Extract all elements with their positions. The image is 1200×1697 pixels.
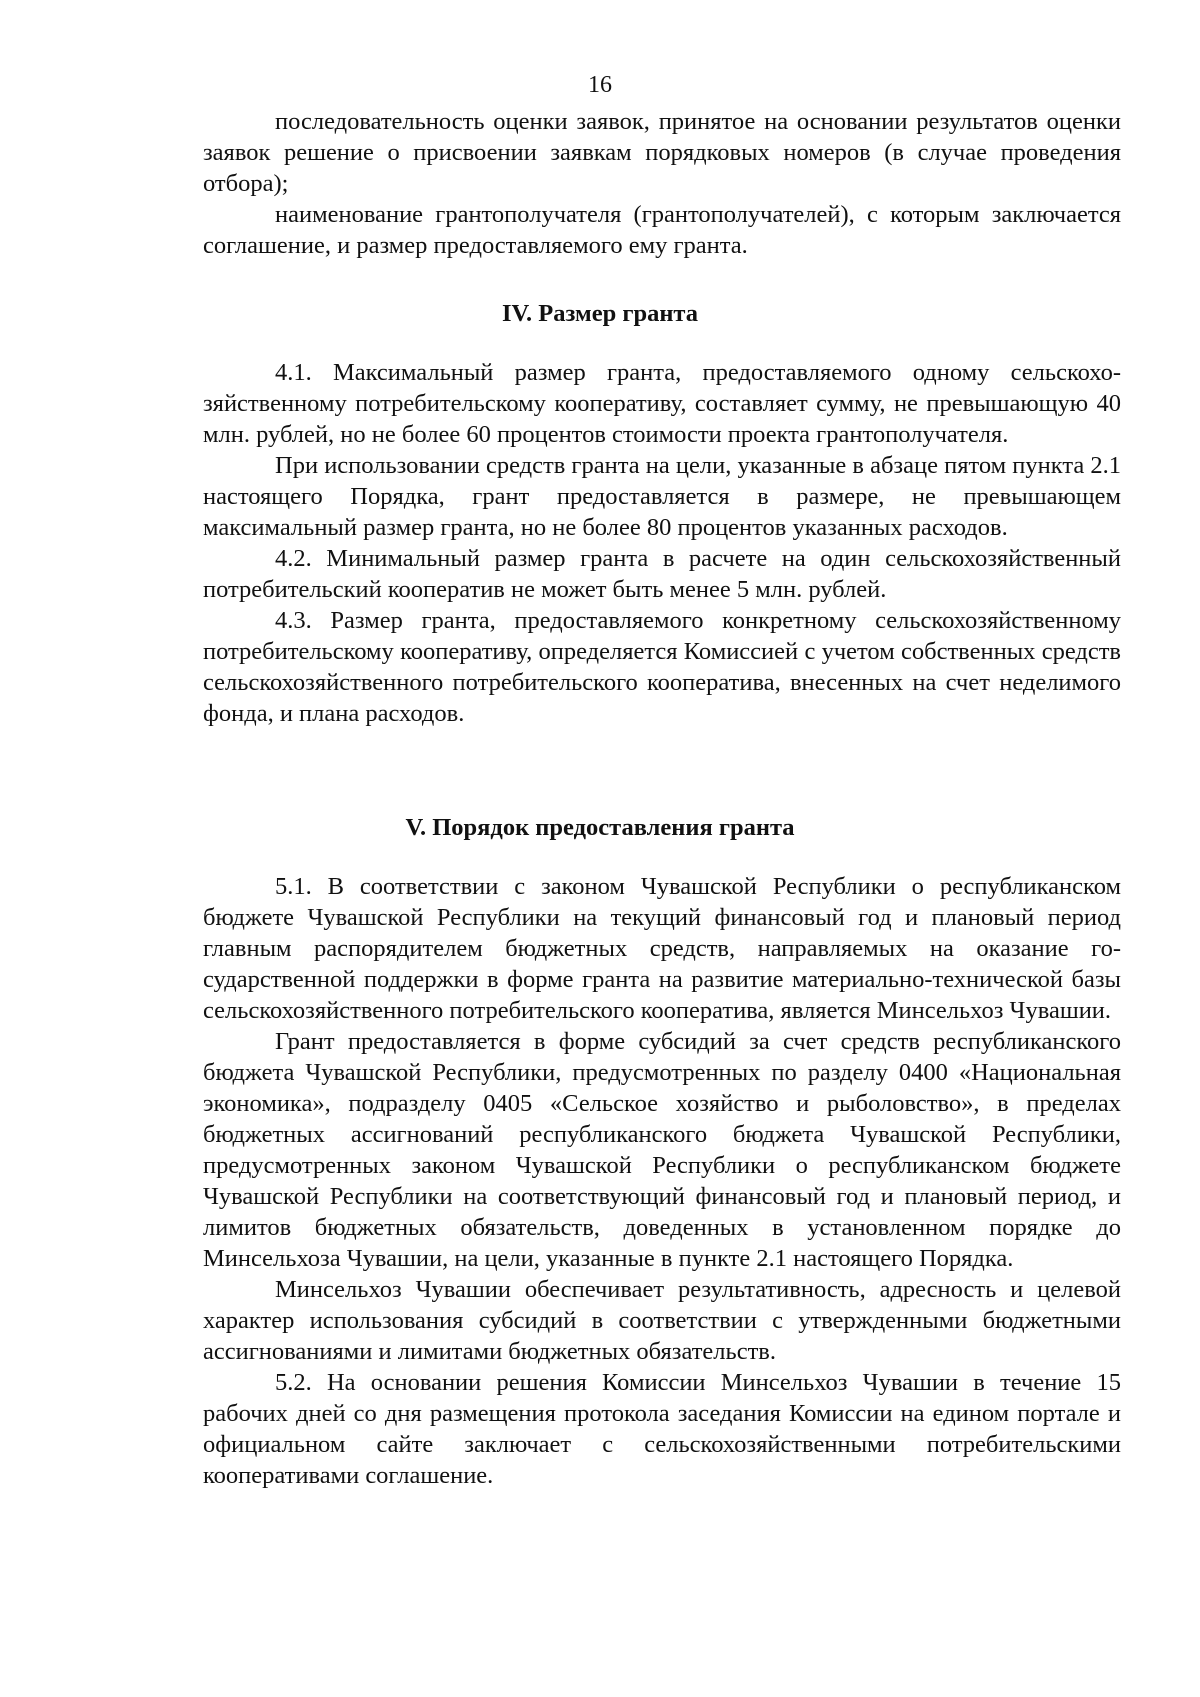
- section-v-text: [203, 871, 1121, 1491]
- section-heading-v: V. Порядок предоставления гранта: [405, 814, 795, 841]
- intro-text: [203, 106, 1121, 261]
- page-number: 16: [588, 72, 612, 98]
- paragraph: При использовании средств гранта на цели, указанные в абзаце пятом пункта 2.1 настоящего Порядка, грант предоставляется в размере, не превышающем максимальный размер гранта, но не более 80 процентов указанных расходов.: [203, 452, 1121, 541]
- paragraph: Грант предоставляется в форме субсидий за счет средств республиканского бюджета Чувашской Республики, предусмотренных по разделу 0400 «Национальная экономика», подразделу 0405 «Сельское хозяйство и рыболовство», в пределах бюджетных ассигнований республиканского бюджета Чувашской Республики, предусмотренных законом Чувашской Республики о республиканском бюджете Чувашской Республики на соответствующий финансовый год и плановый период, и лимитов бюджетных обязательств, доведенных в установленном порядке до Минсельхоза Чувашии, на цели, указанные в пункте 2.1 настоящего Порядка.: [203, 1028, 1121, 1272]
- paragraph: последовательность оценки заявок, принятое на основании результатов оценки заявок решение о присвоении заявкам порядковых номеров (в случае проведения отбора);: [203, 108, 1121, 197]
- paragraph: 5.2. На основании решения Комиссии Минсельхоз Чувашии в течение 15 рабочих дней со дня размещения протокола заседания Комиссии на едином портале и официальном сайте заключает с сельскохозяйственными потребительскими кооперативами соглашение.: [203, 1369, 1121, 1489]
- paragraph: 4.2. Минимальный размер гранта в расчете на один сельскохозяйственный потребительский кооператив не может быть менее 5 млн. рублей.: [203, 545, 1121, 603]
- paragraph: наименование грантополучателя (грантополучателей), с которым заключается соглашение, и размер предоставляемого ему гранта.: [203, 201, 1121, 259]
- section-heading-iv: IV. Размер гранта: [501, 300, 699, 327]
- paragraph: Минсельхоз Чувашии обеспечивает результативность, адресность и целевой характер использования субсидий в соответствии с утвержденными бюджетными ассигнованиями и лимитами бюджетных обязательств.: [203, 1276, 1121, 1365]
- section-iv-text: [203, 357, 1121, 729]
- paragraph: 4.1. Максимальный размер гранта, предоставляемого одному сельскохозяйственному потребительскому кооперативу, составляет сумму, не превышающую 40 млн. рублей, но не более 60 процентов стоимости проекта грантополучателя.: [203, 359, 1121, 448]
- paragraph: 5.1. В соответствии с законом Чувашской Республики о республиканском бюджете Чувашской Республики на текущий финансовый год и плановый период главным распорядителем бюджетных средств, направляемых на оказание государственной поддержки в форме гранта на развитие материально-технической базы сельскохозяйственного потребительского кооператива, является Минсельхоз Чувашии.: [203, 873, 1121, 1024]
- paragraph: 4.3. Размер гранта, предоставляемого конкретному сельскохозяйственному потребительскому кооперативу, определяется Комиссией с учетом собственных средств сельскохозяйственного потребительского кооператива, внесенных на счет неделимого фонда, и плана расходов.: [203, 607, 1121, 727]
